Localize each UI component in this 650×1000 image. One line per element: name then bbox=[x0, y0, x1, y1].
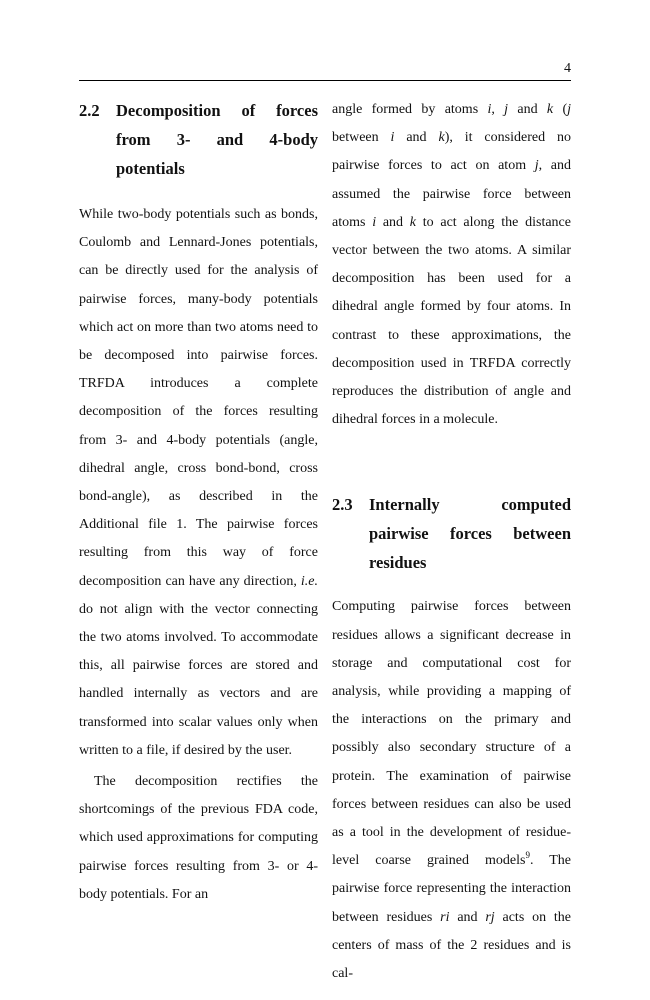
section-title: Internally computed pairwise forces between residues bbox=[369, 495, 571, 573]
header-rule bbox=[79, 80, 571, 81]
paragraph: angle formed by atoms i, j and k (j between i and k), it considered no pairwise forces to act on atom j, and assumed the pairwise force between atoms i and k to act along the distance vector between the two atoms. A similar decomposition has been used for a dihedral angle formed by four atoms. In contrast to these approximations, the decomposition used in TRFDA correctly reproduces the distribution of angle and dihedral forces in a molecule. bbox=[332, 102, 572, 428]
section-number: 2.3 bbox=[332, 495, 353, 515]
section-title: Decomposition of forces from 3- and 4-body potentials bbox=[116, 101, 318, 178]
section-heading-2-3 bbox=[332, 490, 571, 577]
italic-ie: i.e. bbox=[300, 573, 318, 589]
citation-ref[interactable]: 9 bbox=[525, 850, 530, 861]
section-number: 2.2 bbox=[79, 101, 100, 120]
page-number: 4 bbox=[564, 61, 571, 76]
right-column bbox=[332, 96, 571, 988]
section-heading-2-2 bbox=[79, 96, 318, 183]
paragraph: Computing pairwise forces between residues allows a significant decrease in storage and computational cost for analysis, while providing a mapping of the interactions on the primary and possibly also secondary structure of a protein. The examination of pairwise forces between residues can also be used as a tool in the development of residue-level coarse grained models$^9$. The pairwise force representing the interaction between residues ri and rj acts on the centers of mass of the 2 residues and is cal- bbox=[332, 599, 571, 982]
paragraph: While two-body potentials such as bonds, Coulomb and Lennard-Jones potentials, can be directly used for the analysis of pairwise forces, many-body potentials which act on more than two atoms need to be decomposed into pairwise forces. TRFDA introduces a complete decomposition of the forces resulting from 3- and 4-body potentials (angle, dihedral angle, cross bond-bond, cross bond-angle), as described in the Additional file 1. The pairwise forces resulting from this way of force decomposition can have any direction, i.e. do not align with the vector connecting the two atoms involved. To accommodate this, all pairwise forces are stored and handled internally as vectors and are transformed into scalar values only when written to a file, if desired by the user. bbox=[79, 207, 318, 758]
paragraph: The decomposition rectifies the shortcomings of the previous FDA code, which used approximations for computing pairwise forces resulting from 3- or 4-body potentials. For an bbox=[79, 774, 318, 902]
left-column bbox=[79, 96, 318, 909]
